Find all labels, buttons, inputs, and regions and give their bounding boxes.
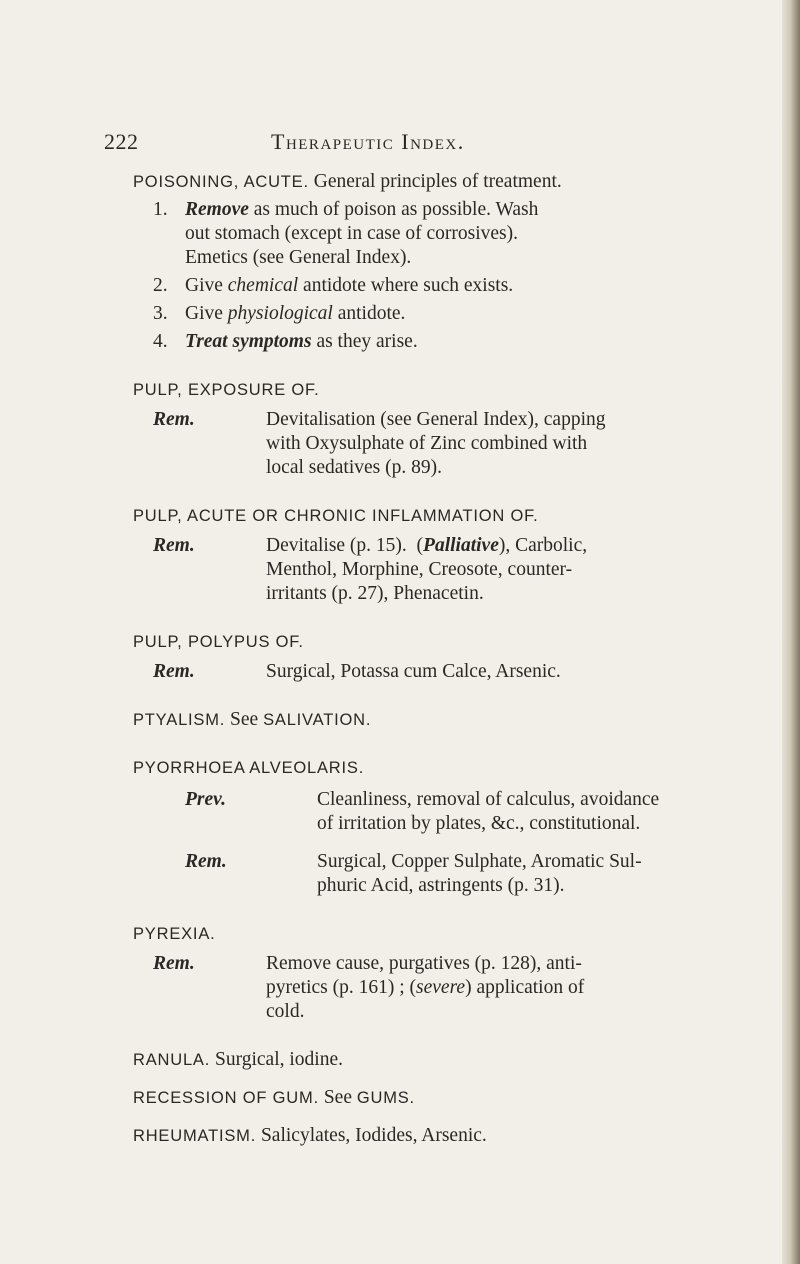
- running-title: Therapeutic Index.: [271, 129, 465, 154]
- remedy-block: [133, 952, 723, 1024]
- remedy-emphasis: severe: [416, 977, 466, 998]
- remedy-block: [133, 850, 723, 898]
- remedy-text: with Oxysulphate of Zinc combined with: [266, 433, 588, 454]
- item-text: as they arise.: [316, 331, 418, 352]
- remedy-text: pyretics (p. 161) ; (: [266, 977, 417, 998]
- remedy-text: Menthol, Morphine, Creosote, counter-: [266, 559, 573, 580]
- remedy-text: Remove cause, purgatives (p. 128), anti-: [266, 953, 582, 974]
- entry-heading: PYREXIA.: [133, 925, 216, 943]
- prevention-text: Cleanliness, removal of calculus, avoidance: [317, 789, 660, 810]
- item-text: antidote where such exists.: [303, 275, 514, 296]
- remedy-text: irritants (p. 27), Phenacetin.: [266, 583, 484, 604]
- list-item: [133, 198, 723, 270]
- item-label: Treat symptoms: [185, 331, 312, 352]
- index-content: [133, 170, 723, 1148]
- item-text: Give: [185, 303, 223, 324]
- remedy-block: Rem. Devitalise (p. 15). (Palliative), Carbolic, Menthol, Morphine, Creosote, counter- irritants (p. 27), Phenacetin.: [133, 534, 723, 606]
- remedy-text: local sedatives (p. 89).: [266, 457, 442, 478]
- list-item: [133, 274, 723, 298]
- entry-ptyalism: [133, 708, 723, 732]
- entry-pulp-exposure: [133, 378, 723, 480]
- prevention-label: Prev.: [185, 789, 226, 810]
- page-number: 222: [104, 129, 139, 154]
- remedy-text: Devitalise (p. 15).: [266, 535, 407, 556]
- cross-reference: SALIVATION.: [263, 711, 372, 729]
- list-item: [133, 302, 723, 326]
- item-number: 4.: [153, 331, 168, 352]
- item-label: Remove: [185, 199, 249, 220]
- entry-poisoning-acute: [133, 170, 723, 354]
- entry-ranula: [133, 1048, 723, 1072]
- entry-heading: PULP, ACUTE OR CHRONIC INFLAMMATION OF.: [133, 507, 539, 525]
- page-edge-shadow: [782, 0, 800, 1264]
- list-item: [133, 330, 723, 354]
- entry-heading: PYORRHOEA ALVEOLARIS.: [133, 759, 365, 777]
- item-emphasis: physiological: [227, 303, 333, 324]
- entry-heading: PTYALISM.: [133, 711, 226, 729]
- item-number: 3.: [153, 303, 168, 324]
- entry-heading: POISONING, ACUTE.: [133, 173, 309, 191]
- item-text: Give: [185, 275, 223, 296]
- item-number: 2.: [153, 275, 168, 296]
- remedy-text: Devitalisation (see General Index), capping: [266, 409, 606, 430]
- entry-intro: General principles of treatment.: [313, 171, 562, 192]
- entry-text: Surgical, iodine.: [215, 1049, 343, 1070]
- remedy-label: Rem.: [153, 409, 195, 430]
- entry-heading: RHEUMATISM.: [133, 1127, 257, 1145]
- entry-heading: PULP, EXPOSURE OF.: [133, 381, 320, 399]
- remedy-text: phuric Acid, astringents (p. 31).: [317, 875, 565, 896]
- entry-pulp-inflammation: [133, 504, 723, 606]
- remedy-text: ), Carbolic,: [498, 535, 588, 556]
- remedy-emphasis: Palliative: [423, 535, 499, 556]
- see-text: See: [323, 1087, 352, 1108]
- entry-heading: RECESSION OF GUM.: [133, 1089, 319, 1107]
- item-text: out stomach (except in case of corrosives).: [185, 223, 519, 244]
- entry-pyrexia: [133, 922, 723, 1024]
- see-text: See: [230, 709, 259, 730]
- entry-pyorrhoea-alveolaris: [133, 756, 723, 898]
- remedy-text: ) application of: [465, 977, 585, 998]
- entry-recession-of-gum: [133, 1086, 723, 1110]
- item-number: 1.: [153, 199, 168, 220]
- remedy-label: Rem.: [153, 953, 195, 974]
- remedy-label: Rem.: [153, 535, 195, 556]
- running-head: [104, 129, 744, 159]
- remedy-block: [133, 660, 723, 684]
- prevention-text: of irritation by plates, &c., constitutional.: [317, 813, 641, 834]
- entry-heading: PULP, POLYPUS OF.: [133, 633, 304, 651]
- entry-heading: RANULA.: [133, 1051, 211, 1069]
- item-text: Emetics (see General Index).: [185, 247, 412, 268]
- entry-pulp-polypus: [133, 630, 723, 684]
- remedy-block: [133, 408, 723, 480]
- remedy-text: Surgical, Copper Sulphate, Aromatic Sul-: [317, 851, 642, 872]
- remedy-label: Rem.: [185, 851, 227, 872]
- item-emphasis: chemical: [227, 275, 299, 296]
- entry-rheumatism: [133, 1124, 723, 1148]
- remedy-text: cold.: [266, 1001, 305, 1022]
- remedy-label: Rem.: [153, 661, 195, 682]
- prevention-block: [133, 788, 723, 836]
- item-text: as much of poison as possible. Wash: [253, 199, 539, 220]
- cross-reference: GUMS.: [356, 1089, 415, 1107]
- entry-text: Salicylates, Iodides, Arsenic.: [260, 1125, 487, 1146]
- item-text: antidote.: [337, 303, 406, 324]
- remedy-text: Surgical, Potassa cum Calce, Arsenic.: [266, 661, 561, 682]
